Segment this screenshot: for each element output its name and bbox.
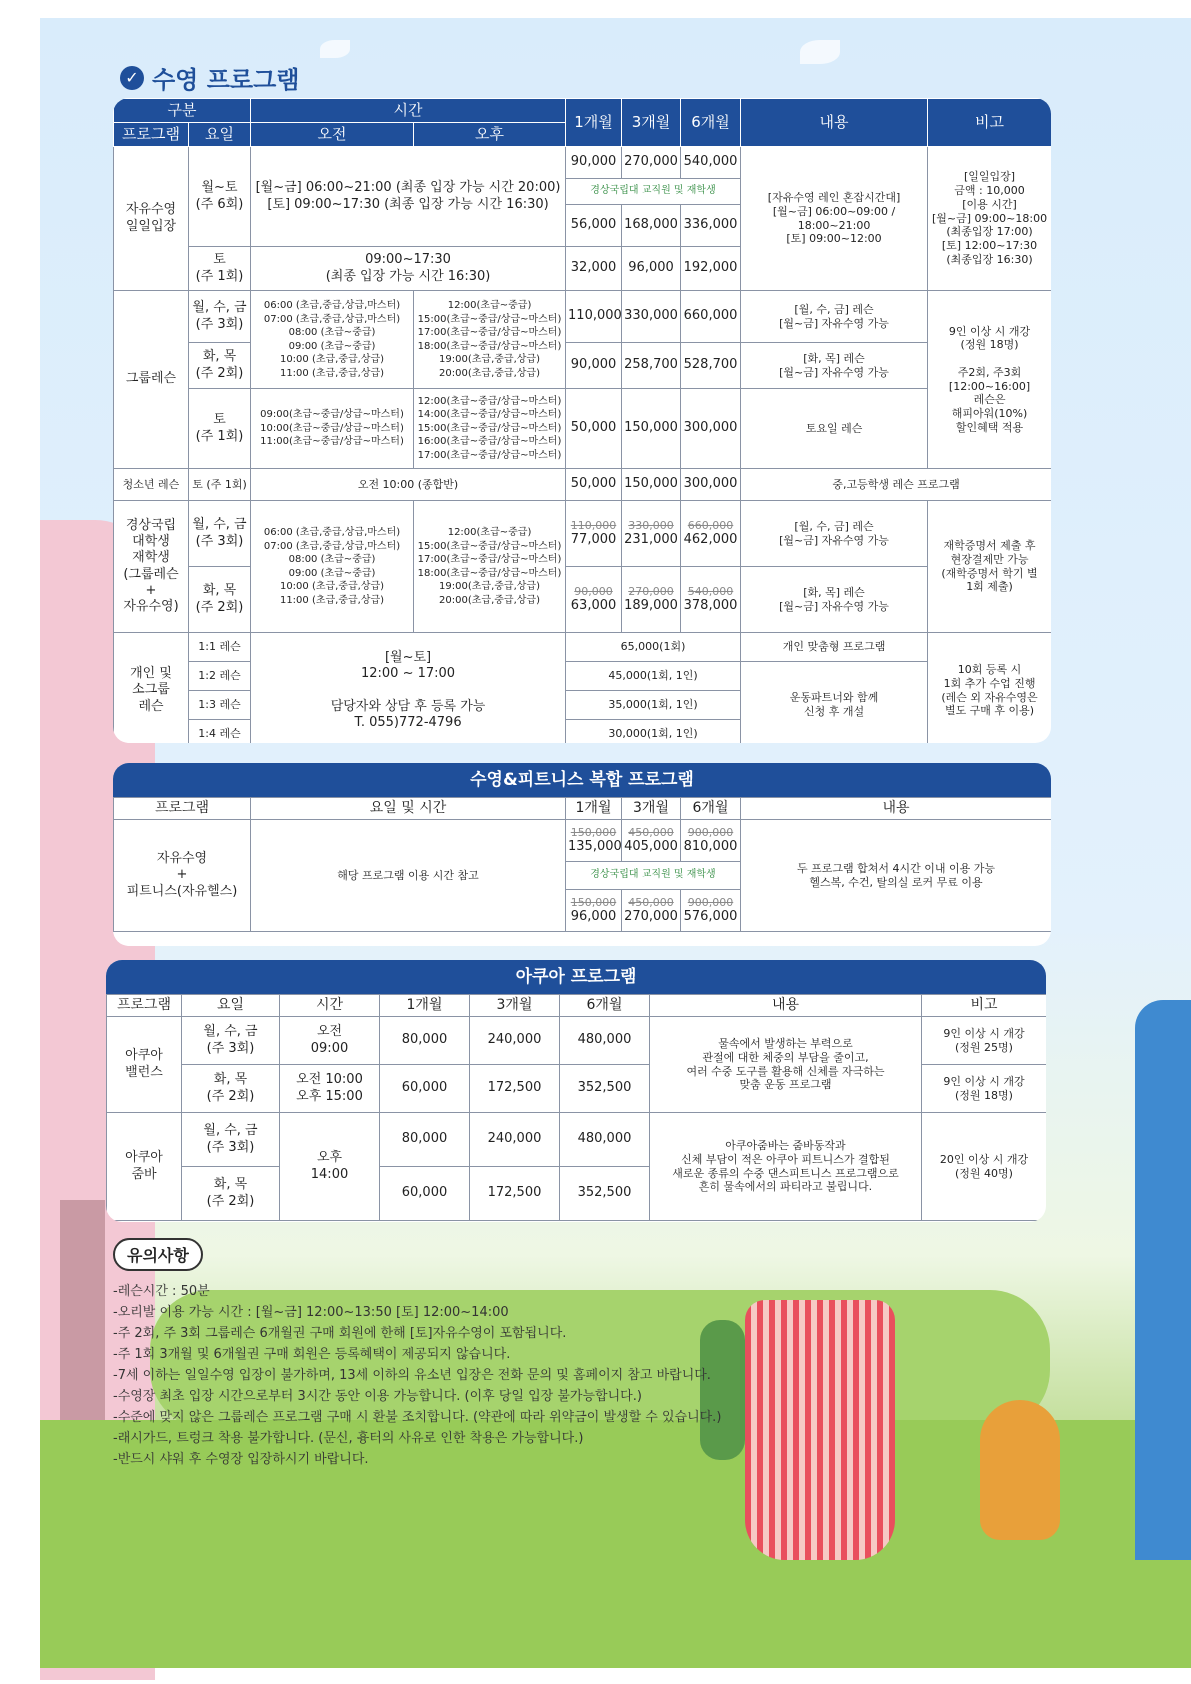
original-price: 450,000 bbox=[628, 895, 674, 909]
price-cell bbox=[681, 820, 741, 862]
header-time: 시간 bbox=[251, 99, 566, 123]
private-content1: 개인 맞춤형 프로그램 bbox=[741, 633, 928, 662]
original-price: 270,000 bbox=[628, 584, 674, 598]
price-cell: 90,000 bbox=[566, 147, 622, 179]
combo-header-6month: 6개월 bbox=[681, 798, 741, 820]
combo-header-time: 요일 및 시간 bbox=[251, 798, 566, 820]
gnu-day2: 화, 목 (주 2회) bbox=[189, 567, 251, 633]
group-note: 9인 이상 시 개강 (정원 18명) 주2회, 주3회 [12:00~16:00] 레슨은 해피아워(10%) 할인혜택 적용 bbox=[928, 291, 1051, 469]
group-content1: [월, 수, 금] 레슨 [월~금] 자유수영 가능 bbox=[741, 291, 928, 343]
combo-title: 수영&피트니스 복합 프로그램 bbox=[113, 763, 1051, 797]
price-cell: 352,500 bbox=[560, 1065, 650, 1113]
original-price: 900,000 bbox=[687, 895, 734, 909]
price-cell: 150,000 bbox=[622, 389, 681, 469]
free-swim-time1: [월~금] 06:00~21:00 (최종 입장 가능 시간 20:00) [토] 09:00~17:30 (최종 입장 가능 시간 16:30) bbox=[251, 147, 566, 247]
notes-item: -주 1회 3개월 및 6개월권 구매 회원은 등록혜택이 제공되지 않습니다. bbox=[113, 1347, 511, 1362]
price-cell bbox=[681, 567, 741, 633]
price-cell: 240,000 bbox=[470, 1017, 560, 1065]
price-cell bbox=[622, 820, 681, 862]
aqua-balance-time2: 오전 10:00 오후 15:00 bbox=[280, 1065, 380, 1113]
discount-price: 189,000 bbox=[624, 598, 678, 614]
aqua-balance-name: 아쿠아 밸런스 bbox=[107, 1017, 182, 1113]
swim-table-card bbox=[113, 98, 1051, 743]
notes-item: -반드시 샤워 후 수영장 입장하시기 바랍니다. bbox=[113, 1452, 369, 1467]
youth-content: 중,고등학생 레슨 프로그램 bbox=[741, 469, 1051, 501]
group-content2: [화, 목] 레슨 [월~금] 자유수영 가능 bbox=[741, 343, 928, 389]
header-3month: 3개월 bbox=[622, 99, 681, 147]
free-swim-name: 자유수영 일일입장 bbox=[114, 147, 189, 291]
man-illustration bbox=[1135, 1000, 1191, 1560]
price-cell: 352,500 bbox=[560, 1167, 650, 1221]
aqua-header-note: 비고 bbox=[922, 995, 1047, 1017]
group-day1: 월, 수, 금 (주 3회) bbox=[189, 291, 251, 343]
petal-decoration bbox=[320, 40, 350, 58]
price-cell: 480,000 bbox=[560, 1113, 650, 1167]
youth-name: 청소년 레슨 bbox=[114, 469, 189, 501]
swim-section-title bbox=[120, 60, 299, 95]
aqua-header-program: 프로그램 bbox=[107, 995, 182, 1017]
discount-price: 135,000 bbox=[568, 839, 622, 855]
discount-price: 77,000 bbox=[570, 532, 617, 548]
price-cell bbox=[622, 890, 681, 932]
price-cell: 96,000 bbox=[622, 247, 681, 291]
price-cell: 300,000 bbox=[681, 389, 741, 469]
combo-header-program: 프로그램 bbox=[114, 798, 251, 820]
price-cell: 528,700 bbox=[681, 343, 741, 389]
header-gubun: 구분 bbox=[114, 99, 251, 123]
header-am: 오전 bbox=[251, 123, 414, 147]
notes-item: -주 2회, 주 3회 그룹레슨 6개월권 구매 회원에 한해 [토]자유수영이 포함됩니다. bbox=[113, 1326, 567, 1341]
group-lesson-name: 그룹레슨 bbox=[114, 291, 189, 469]
notes-title: 유의사항 bbox=[113, 1238, 203, 1271]
gnu-content1: [월, 수, 금] 레슨 [월~금] 자유수영 가능 bbox=[741, 501, 928, 567]
private-type: 1:4 레슨 bbox=[189, 720, 251, 744]
price-cell: 192,000 bbox=[681, 247, 741, 291]
price-cell: 80,000 bbox=[380, 1017, 470, 1065]
header-content: 내용 bbox=[741, 99, 928, 147]
price-cell: 540,000 bbox=[681, 147, 741, 179]
price-cell bbox=[622, 567, 681, 633]
private-type: 1:1 레슨 bbox=[189, 633, 251, 662]
header-6month: 6개월 bbox=[681, 99, 741, 147]
price-cell: 172,500 bbox=[470, 1065, 560, 1113]
price-cell bbox=[566, 820, 622, 862]
aqua-balance-time1: 오전 09:00 bbox=[280, 1017, 380, 1065]
combo-header-content: 내용 bbox=[741, 798, 1052, 820]
private-note: 10회 등록 시 1회 추가 수업 진행 (레슨 외 자유수영은 별도 구매 후 이용) bbox=[928, 633, 1051, 744]
aqua-header-day: 요일 bbox=[182, 995, 280, 1017]
aqua-table bbox=[106, 994, 1046, 1221]
header-note: 비고 bbox=[928, 99, 1051, 147]
gnu-note: 재학증명서 제출 후 현장결제만 가능 (재학증명서 학기 별 1회 제출) bbox=[928, 501, 1051, 633]
combo-header-3month: 3개월 bbox=[622, 798, 681, 820]
notes-item: -래시가드, 트렁크 착용 불가합니다. (문신, 흉터의 사유로 인한 착용은 가능합니다.) bbox=[113, 1431, 584, 1446]
price-cell bbox=[566, 501, 622, 567]
notes-section bbox=[113, 1238, 1013, 1470]
discount-price: 231,000 bbox=[624, 532, 678, 548]
header-program: 프로그램 bbox=[114, 123, 189, 147]
price-cell: 330,000 bbox=[622, 291, 681, 343]
private-price: 35,000(1회, 1인) bbox=[566, 691, 741, 720]
original-price: 660,000 bbox=[687, 518, 734, 532]
discount-price: 378,000 bbox=[683, 598, 738, 614]
combo-table bbox=[113, 797, 1051, 932]
group-sat-pm-times: 12:00(초급~중급/상급~마스터) 14:00(초급~중급/상급~마스터) 15:00(초급~중급/상급~마스터) 16:00(초급~중급/상급~마스터) 17:00(초급~중급/상급~마스터) bbox=[414, 389, 566, 469]
aqua-balance-day1: 월, 수, 금 (주 3회) bbox=[182, 1017, 280, 1065]
price-cell: 60,000 bbox=[380, 1065, 470, 1113]
original-price: 150,000 bbox=[570, 895, 617, 909]
original-price: 90,000 bbox=[574, 584, 613, 598]
price-cell: 660,000 bbox=[681, 291, 741, 343]
group-day2: 화, 목 (주 2회) bbox=[189, 343, 251, 389]
header-pm: 오후 bbox=[414, 123, 566, 147]
price-cell: 80,000 bbox=[380, 1113, 470, 1167]
combo-name: 자유수영 + 피트니스(자유헬스) bbox=[114, 820, 251, 932]
original-price: 540,000 bbox=[687, 584, 734, 598]
free-swim-content: [자유수영 레인 혼잡시간대] [월~금] 06:00~09:00 / 18:00~21:00 [토] 09:00~12:00 bbox=[741, 147, 928, 291]
notes-list bbox=[113, 1281, 1013, 1470]
discount-price: 810,000 bbox=[683, 839, 738, 855]
swim-title: 수영 프로그램 bbox=[152, 66, 300, 94]
private-price: 45,000(1회, 1인) bbox=[566, 662, 741, 691]
aqua-zumba-day1: 월, 수, 금 (주 3회) bbox=[182, 1113, 280, 1167]
aqua-header-3month: 3개월 bbox=[470, 995, 560, 1017]
discount-price: 270,000 bbox=[624, 909, 678, 925]
notes-item: -레슨시간 : 50분 bbox=[113, 1284, 210, 1299]
gnu-discount-label: 경상국립대 교직원 및 재학생 bbox=[566, 179, 741, 205]
header-day: 요일 bbox=[189, 123, 251, 147]
aqua-balance-content: 물속에서 발생하는 부력으로 관절에 대한 체중의 부담을 줄이고, 여러 수중 도구를 활용해 신체를 자극하는 맞춤 운동 프로그램 bbox=[650, 1017, 922, 1113]
group-am-times: 06:00 (초급,중급,상급,마스터) 07:00 (초급,중급,상급,마스터) 08:00 (초급~중급) 09:00 (초급~중급) 10:00 (초급,중급,상급) 11:00 (초급,중급,상급) bbox=[251, 291, 414, 389]
original-price: 330,000 bbox=[628, 518, 674, 532]
aqua-zumba-day2: 화, 목 (주 2회) bbox=[182, 1167, 280, 1221]
free-swim-day2: 토 (주 1회) bbox=[189, 247, 251, 291]
price-cell bbox=[681, 501, 741, 567]
combo-content: 두 프로그램 합쳐서 4시간 이내 이용 가능 헬스복, 수건, 탈의실 로커 무료 이용 bbox=[741, 820, 1052, 932]
group-content3: 토요일 레슨 bbox=[741, 389, 928, 469]
private-content2: 운동파트너와 함께 신청 후 개설 bbox=[741, 662, 928, 744]
price-cell: 240,000 bbox=[470, 1113, 560, 1167]
price-cell: 270,000 bbox=[622, 147, 681, 179]
original-price: 900,000 bbox=[687, 825, 734, 839]
price-cell: 50,000 bbox=[566, 469, 622, 501]
price-cell: 336,000 bbox=[681, 205, 741, 247]
price-cell: 110,000 bbox=[566, 291, 622, 343]
price-cell: 300,000 bbox=[681, 469, 741, 501]
gnu-content2: [화, 목] 레슨 [월~금] 자유수영 가능 bbox=[741, 567, 928, 633]
discount-price: 462,000 bbox=[683, 532, 738, 548]
original-price: 110,000 bbox=[570, 518, 617, 532]
price-cell: 168,000 bbox=[622, 205, 681, 247]
price-cell: 56,000 bbox=[566, 205, 622, 247]
notes-item: -수준에 맞지 않은 그룹레슨 프로그램 구매 시 환불 조치합니다. (약관에 따라 위약금이 발생할 수 있습니다.) bbox=[113, 1410, 722, 1425]
youth-day: 토 (주 1회) bbox=[189, 469, 251, 501]
notes-item: -오리발 이용 가능 시간 : [월~금] 12:00~13:50 [토] 12:00~14:00 bbox=[113, 1305, 509, 1320]
private-time: [월~토] 12:00 ~ 17:00 담당자와 상담 후 등록 가능 T. 055)772-4796 bbox=[251, 633, 566, 744]
combo-header-1month: 1개월 bbox=[566, 798, 622, 820]
price-cell bbox=[681, 890, 741, 932]
aqua-zumba-content: 아쿠아줌바는 줌바동작과 신체 부담이 적은 아쿠아 피트니스가 결합된 새로운 종류의 수중 댄스피트니스 프로그램으로 흔히 물속에서의 파티라고 불립니다. bbox=[650, 1113, 922, 1221]
group-day3: 토 (주 1회) bbox=[189, 389, 251, 469]
gnu-am-times: 06:00 (초급,중급,상급,마스터) 07:00 (초급,중급,상급,마스터) 08:00 (초급~중급) 09:00 (초급~중급) 10:00 (초급,중급,상급) 11:00 (초급,중급,상급) bbox=[251, 501, 414, 633]
petal-decoration bbox=[800, 40, 840, 64]
price-cell: 50,000 bbox=[566, 389, 622, 469]
header-1month: 1개월 bbox=[566, 99, 622, 147]
notes-item: -7세 이하는 일일수영 입장이 불가하며, 13세 이하의 유소년 입장은 전화 문의 및 홈페이지 참고 바랍니다. bbox=[113, 1368, 711, 1383]
aqua-balance-note2: 9인 이상 시 개강 (정원 18명) bbox=[922, 1065, 1047, 1113]
aqua-zumba-time: 오후 14:00 bbox=[280, 1113, 380, 1221]
aqua-header-time: 시간 bbox=[280, 995, 380, 1017]
discount-price: 63,000 bbox=[570, 598, 617, 614]
price-cell bbox=[566, 567, 622, 633]
youth-time: 오전 10:00 (종합반) bbox=[251, 469, 566, 501]
private-price: 65,000(1회) bbox=[566, 633, 741, 662]
combo-time: 해당 프로그램 이용 시간 참고 bbox=[251, 820, 566, 932]
private-type: 1:2 레슨 bbox=[189, 662, 251, 691]
price-cell: 90,000 bbox=[566, 343, 622, 389]
gnu-pm-times: 12:00(초급~중급) 15:00(초급~중급/상급~마스터) 17:00(초급~중급/상급~마스터) 18:00(초급~중급/상급~마스터) 19:00(초급,중급,상급) 20:00(초급,중급,상급) bbox=[414, 501, 566, 633]
aqua-header-1month: 1개월 bbox=[380, 995, 470, 1017]
gnu-day1: 월, 수, 금 (주 3회) bbox=[189, 501, 251, 567]
aqua-title: 아쿠아 프로그램 bbox=[106, 960, 1046, 994]
discount-price: 576,000 bbox=[683, 909, 738, 925]
aqua-balance-day2: 화, 목 (주 2회) bbox=[182, 1065, 280, 1113]
price-cell: 258,700 bbox=[622, 343, 681, 389]
price-cell bbox=[622, 501, 681, 567]
aqua-header-6month: 6개월 bbox=[560, 995, 650, 1017]
swim-table bbox=[113, 98, 1051, 743]
price-cell: 60,000 bbox=[380, 1167, 470, 1221]
aqua-zumba-name: 아쿠아 줌바 bbox=[107, 1113, 182, 1221]
price-cell: 480,000 bbox=[560, 1017, 650, 1065]
free-swim-note: [일일입장] 금액 : 10,000 [이용 시간] [월~금] 09:00~18:00 (최종입장 17:00) [토] 12:00~17:30 (최종입장 16:30) bbox=[928, 147, 1051, 291]
combo-card bbox=[113, 763, 1051, 946]
gnu-student-name: 경상국립 대학생 재학생 (그룹레슨 + 자유수영) bbox=[114, 501, 189, 633]
check-circle-icon: ✓ bbox=[120, 66, 144, 90]
aqua-zumba-note: 20인 이상 시 개강 (정원 40명) bbox=[922, 1113, 1047, 1221]
price-cell: 172,500 bbox=[470, 1167, 560, 1221]
price-cell bbox=[566, 890, 622, 932]
private-lesson-name: 개인 및 소그룹 레슨 bbox=[114, 633, 189, 744]
group-pm-times: 12:00(초급~중급) 15:00(초급~중급/상급~마스터) 17:00(초급~중급/상급~마스터) 18:00(초급~중급/상급~마스터) 19:00(초급,중급,상급) 20:00(초급,중급,상급) bbox=[414, 291, 566, 389]
discount-price: 96,000 bbox=[570, 909, 617, 925]
aqua-header-content: 내용 bbox=[650, 995, 922, 1017]
aqua-card bbox=[106, 960, 1046, 1222]
notes-item: -수영장 최초 입장 시간으로부터 3시간 동안 이용 가능합니다. (이후 당일 입장 불가능합니다.) bbox=[113, 1389, 642, 1404]
price-cell: 32,000 bbox=[566, 247, 622, 291]
discount-price: 405,000 bbox=[624, 839, 678, 855]
free-swim-day1: 월~토 (주 6회) bbox=[189, 147, 251, 247]
original-price: 150,000 bbox=[570, 825, 617, 839]
aqua-balance-note1: 9인 이상 시 개강 (정원 25명) bbox=[922, 1017, 1047, 1065]
price-cell: 150,000 bbox=[622, 469, 681, 501]
original-price: 450,000 bbox=[628, 825, 674, 839]
private-price: 30,000(1회, 1인) bbox=[566, 720, 741, 744]
private-type: 1:3 레슨 bbox=[189, 691, 251, 720]
free-swim-time2: 09:00~17:30 (최종 입장 가능 시간 16:30) bbox=[251, 247, 566, 291]
group-sat-am-times: 09:00(초급~중급/상급~마스터) 10:00(초급~중급/상급~마스터) 11:00(초급~중급/상급~마스터) bbox=[251, 389, 414, 469]
gnu-discount-label: 경상국립대 교직원 및 재학생 bbox=[566, 862, 741, 890]
